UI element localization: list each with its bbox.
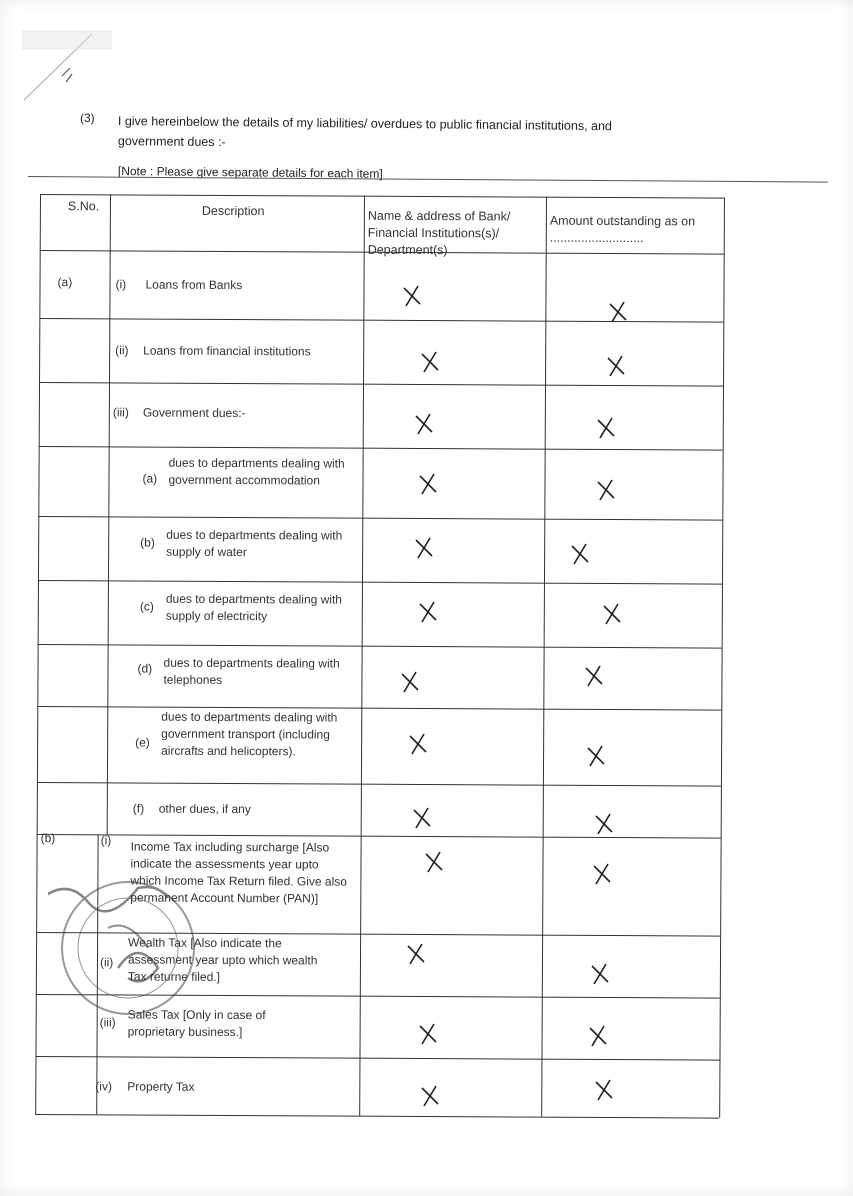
notary-stamp — [48, 858, 208, 1028]
row-desc: Income Tax including surcharge [Also indicate the assessments year upto which Income Tax Return filed. Give also permanent Account Number (PAN)] — [130, 839, 347, 906]
row-desc: dues to departments dealing with supply of electricity — [165, 591, 343, 624]
handwritten-cross-mark — [408, 804, 436, 832]
row-desc: other dues, if any — [158, 801, 251, 817]
handwritten-cross-mark — [414, 1020, 442, 1048]
header-description: Description — [201, 203, 265, 219]
row-num: (d) — [137, 661, 153, 676]
row-desc: Loans from financial institutions — [143, 343, 311, 359]
handwritten-cross-mark — [414, 598, 442, 626]
intro-line-1: I give hereinbelow the details of my liabilities/ overdues to public financial institutions, and — [117, 114, 613, 134]
row-desc: Wealth Tax [Also indicate the assessment year upto which wealth Tax returne filed.] — [127, 935, 318, 984]
row-desc: dues to departments dealing with telephones — [163, 655, 340, 687]
handwritten-cross-mark — [416, 1082, 444, 1110]
intro-line-2: government dues :- — [117, 134, 226, 150]
row-desc: dues to departments dealing with government accommodation — [168, 455, 345, 488]
header-sno: S.No. — [67, 199, 100, 214]
row-num: (ii) — [115, 343, 129, 358]
section-index: (3) — [80, 111, 95, 125]
handwritten-cross-mark — [398, 282, 426, 310]
row-num: (iii) — [112, 405, 129, 420]
handwritten-cross-mark — [604, 298, 632, 326]
row-num: (e) — [135, 735, 150, 750]
handwritten-cross-mark — [586, 960, 614, 988]
handwritten-cross-mark — [410, 410, 438, 438]
row-num: (c) — [139, 599, 154, 614]
handwritten-cross-mark — [584, 1022, 612, 1050]
horizontal-rule — [28, 176, 828, 183]
row-num: (i) — [100, 833, 112, 848]
handwritten-cross-mark — [588, 860, 616, 888]
handwritten-cross-mark — [404, 730, 432, 758]
header-amount: Amount outstanding as on ........................... — [549, 213, 696, 246]
handwritten-cross-mark — [410, 534, 438, 562]
handwritten-cross-mark — [580, 662, 608, 690]
row-desc: Loans from Banks — [145, 277, 243, 293]
row-num: (iii) — [99, 1015, 116, 1030]
handwritten-cross-mark — [420, 848, 448, 876]
row-num: (ii) — [99, 955, 114, 970]
handwritten-cross-mark — [414, 470, 442, 498]
row-desc: dues to departments dealing with supply of water — [166, 527, 343, 560]
row-sno: (b) — [40, 831, 56, 846]
handwritten-cross-mark — [598, 600, 626, 628]
row-num: (i) — [115, 277, 127, 292]
handwritten-cross-mark — [590, 1076, 618, 1104]
handwritten-cross-mark — [602, 352, 630, 380]
row-desc: Sales Tax [Only in case of proprietary business.] — [127, 1007, 266, 1040]
corner-scribble-mark — [22, 30, 112, 110]
handwritten-cross-mark — [566, 540, 594, 568]
row-num: (f) — [132, 801, 145, 816]
row-desc: Government dues:- — [142, 405, 246, 421]
header-name-address: Name & address of Bank/ Financial Institutions(s)/ Department(s) — [367, 208, 511, 258]
row-sno: (a) — [57, 275, 73, 290]
handwritten-cross-mark — [396, 668, 424, 696]
row-desc: dues to departments dealing with government transport (including aircrafts and helicopters). — [161, 709, 338, 759]
note-text: [Note : Please give separate details for each item] — [117, 164, 383, 181]
row-num: (b) — [140, 535, 155, 550]
handwritten-cross-mark — [592, 414, 620, 442]
row-desc: Property Tax — [127, 1079, 195, 1094]
handwritten-cross-mark — [582, 742, 610, 770]
handwritten-cross-mark — [402, 940, 430, 968]
handwritten-cross-mark — [592, 476, 620, 504]
row-num: (a) — [142, 471, 158, 486]
handwritten-cross-mark — [416, 348, 444, 376]
handwritten-cross-mark — [590, 810, 618, 838]
row-num: (iv) — [95, 1079, 113, 1094]
